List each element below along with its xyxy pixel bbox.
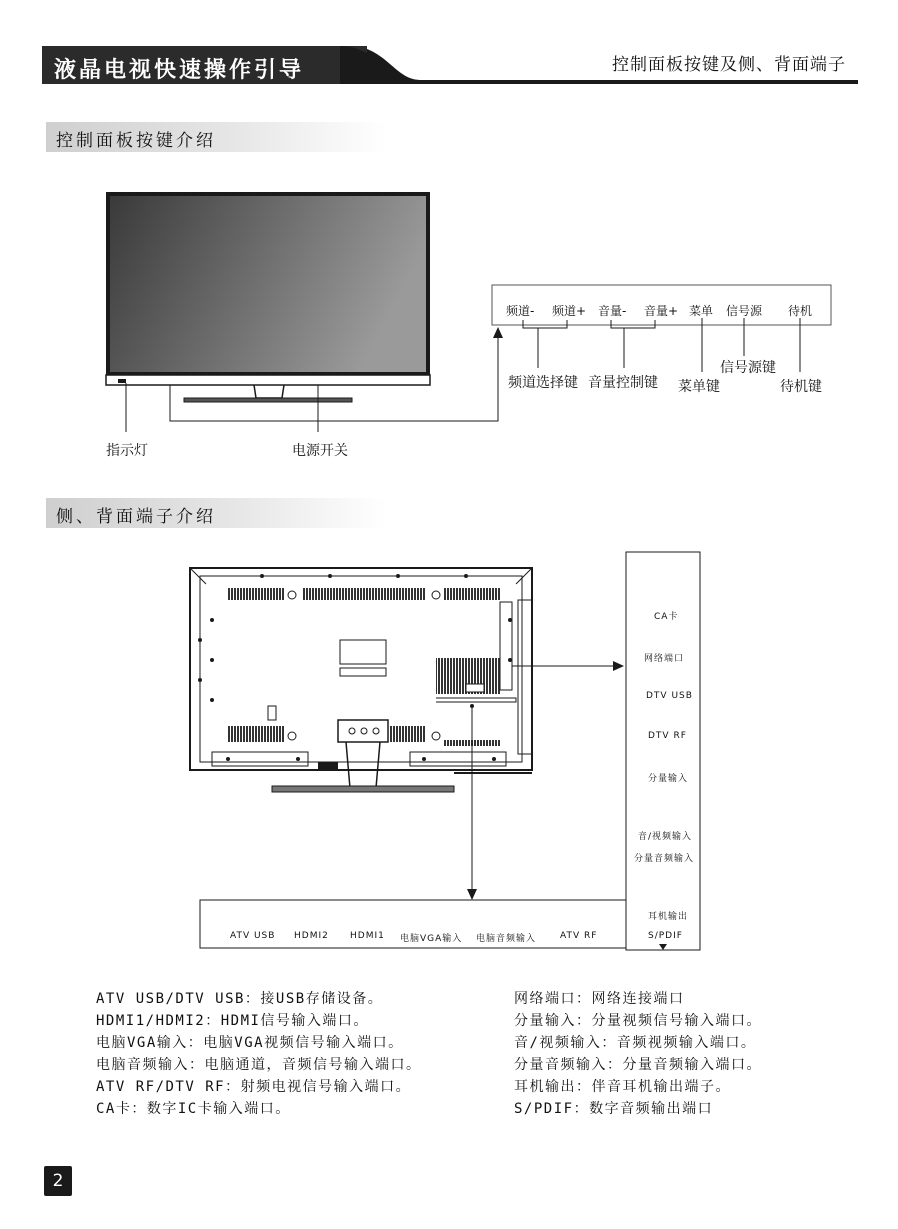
- port-label-av-input: 音/视频输入: [638, 832, 693, 842]
- description-list-right: [514, 988, 762, 1120]
- tv-rear-illustration: [0, 540, 898, 960]
- description-item: CA卡：数字IC卡输入端口。: [96, 1101, 291, 1117]
- panel-button-vol-plus: 音量+: [644, 304, 679, 318]
- description-item: 分量音频输入：分量音频输入端口。: [514, 1057, 762, 1073]
- description-list-left: [96, 988, 422, 1120]
- callout-source-key: 信号源键: [720, 360, 776, 376]
- port-label-atv-rf: ATV RF: [560, 931, 598, 941]
- port-label-hdmi1: HDMI1: [350, 931, 385, 941]
- port-label-pc-audio: 电脑音频输入: [476, 934, 537, 944]
- callout-menu-key: 菜单键: [678, 379, 720, 395]
- port-label-spdif: S/PDIF: [648, 931, 683, 941]
- port-label-headphone: 耳机输出: [648, 912, 689, 922]
- page-number: 2: [44, 1166, 72, 1196]
- callout-power-switch: 电源开关: [292, 443, 348, 459]
- panel-button-source: 信号源: [726, 304, 763, 318]
- port-label-dtv-usb: DTV USB: [646, 691, 693, 701]
- callout-indicator: 指示灯: [106, 443, 148, 459]
- description-item: ATV RF/DTV RF：射频电视信号输入端口。: [96, 1079, 412, 1095]
- callout-volume-control: 音量控制键: [588, 375, 658, 391]
- callout-standby-key: 待机键: [780, 379, 822, 395]
- port-label-component-audio: 分量音频输入: [634, 854, 695, 864]
- description-item: 电脑音频输入：电脑通道，音频信号输入端口。: [96, 1057, 422, 1073]
- panel-button-ch-minus: 频道-: [506, 304, 535, 318]
- description-item: S/PDIF：数字音频输出端口: [514, 1101, 714, 1117]
- panel-button-vol-minus: 音量-: [598, 304, 627, 318]
- section-title-rear-ports: [46, 498, 386, 528]
- header-title: 液晶电视快速操作引导: [54, 57, 305, 83]
- port-label-ca: CA卡: [654, 612, 679, 622]
- description-item: 耳机输出：伴音耳机输出端子。: [514, 1079, 731, 1095]
- header-right-title: 控制面板按键及侧、背面端子: [612, 55, 846, 75]
- description-item: ATV USB/DTV USB：接USB存储设备。: [96, 991, 384, 1007]
- callout-channel-select: 频道选择键: [508, 375, 578, 391]
- section-title-text: 侧、背面端子介绍: [56, 507, 216, 527]
- tv-front-illustration: [0, 0, 898, 470]
- description-item: 音/视频输入：音频视频输入端口。: [514, 1035, 757, 1051]
- port-label-atv-usb: ATV USB: [230, 931, 276, 941]
- description-item: 分量输入：分量视频信号输入端口。: [514, 1013, 762, 1029]
- port-label-network: 网络端口: [644, 654, 685, 664]
- port-label-component: 分量输入: [648, 774, 689, 784]
- description-item: 网络端口：网络连接端口: [514, 991, 685, 1007]
- panel-button-menu: 菜单: [689, 304, 714, 318]
- port-label-dtv-rf: DTV RF: [648, 731, 687, 741]
- section-title-text: 控制面板按键介绍: [56, 131, 216, 151]
- description-item: HDMI1/HDMI2：HDMI信号输入端口。: [96, 1013, 369, 1029]
- panel-button-standby: 待机: [788, 304, 813, 318]
- port-label-hdmi2: HDMI2: [294, 931, 329, 941]
- description-item: 电脑VGA输入：电脑VGA视频信号输入端口。: [96, 1035, 404, 1051]
- port-label-vga: 电脑VGA输入: [400, 934, 463, 944]
- panel-button-ch-plus: 频道+: [552, 304, 587, 318]
